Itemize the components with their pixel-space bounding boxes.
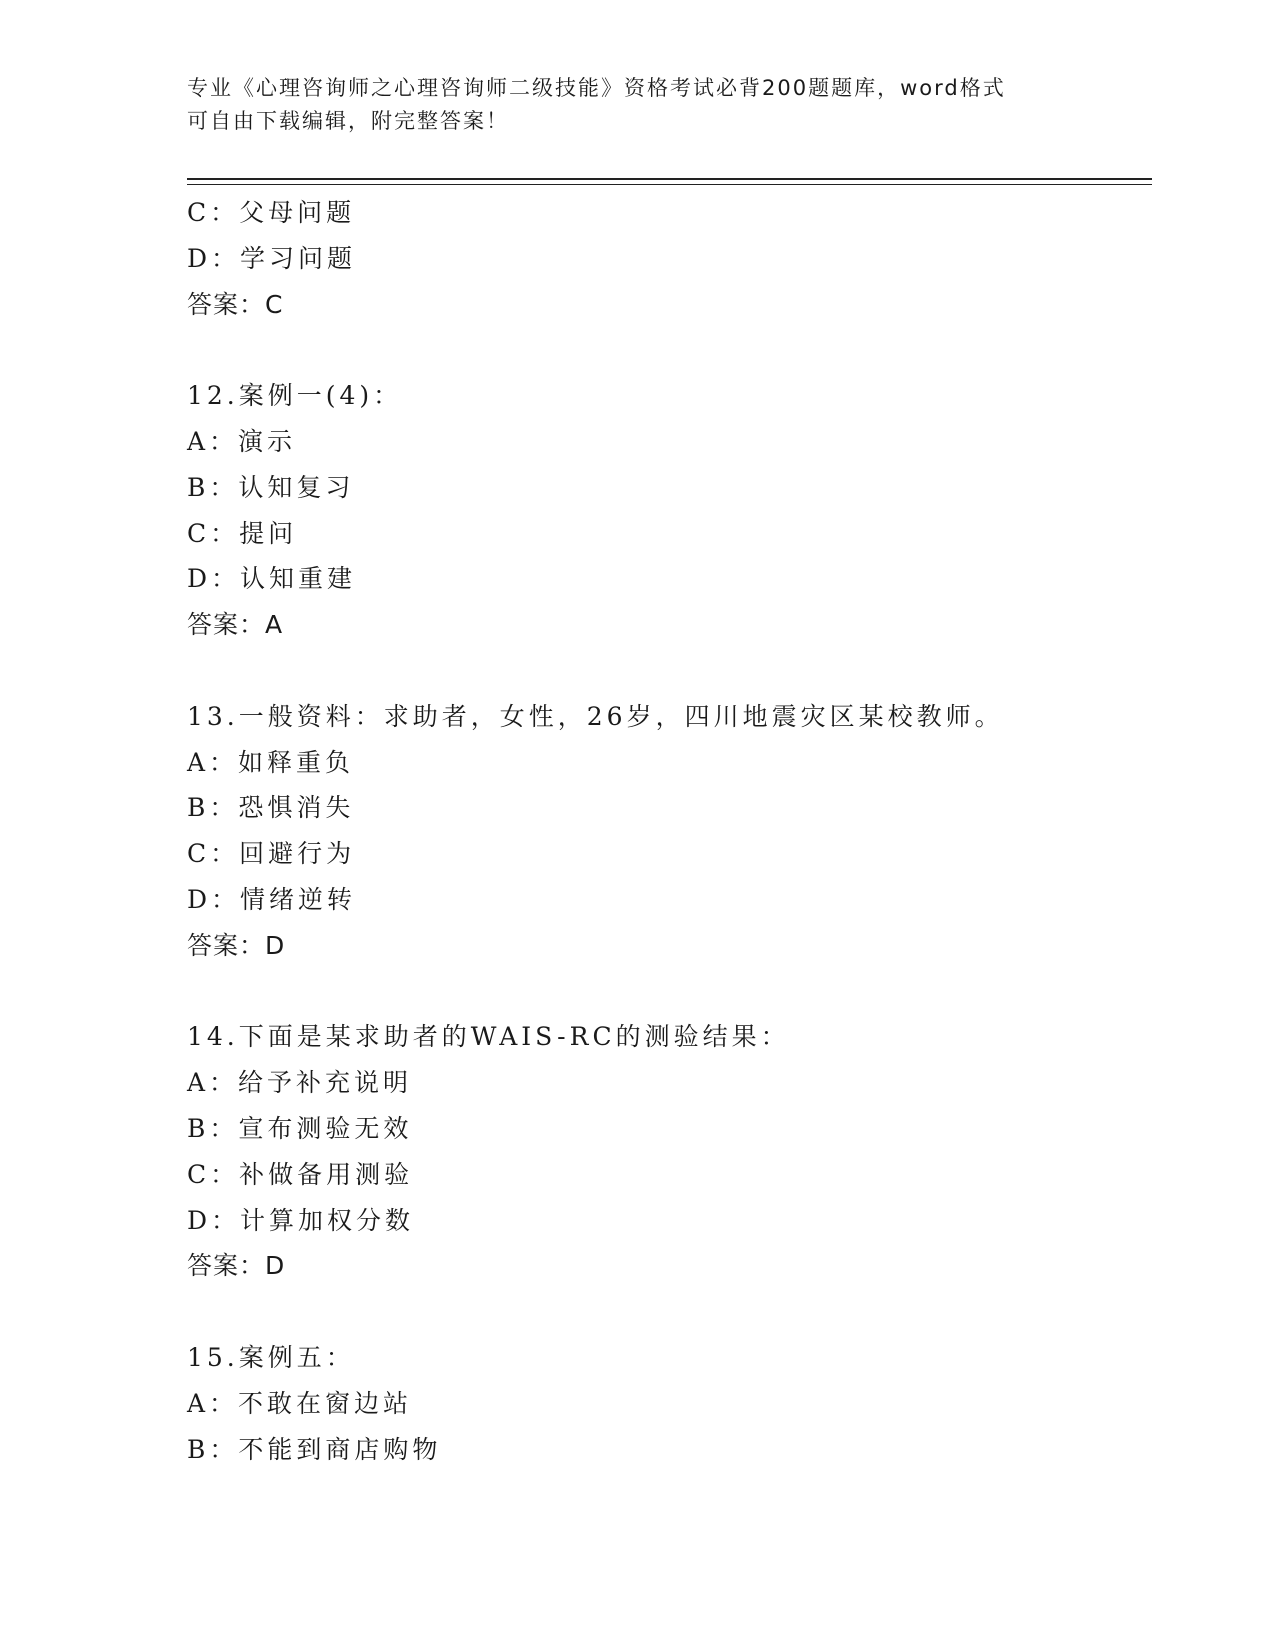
option-c: C：父母问题: [187, 198, 356, 227]
header-rule-thin: [187, 184, 1152, 185]
option-c: C：提问: [187, 518, 298, 548]
option-a: A：给予补充说明: [187, 1068, 413, 1098]
answer-line: 答案：A: [187, 610, 284, 640]
header-line-2: 可自由下载编辑，附完整答案！: [187, 109, 509, 133]
spacer: [187, 969, 1152, 1015]
option-b: B：恐惧消失: [187, 793, 355, 823]
question-stem: 13.一般资料：求助者，女性，26岁，四川地震灾区某校教师。: [187, 701, 1004, 731]
option-a: A：演示: [187, 426, 297, 456]
question-stem: 15.案例五：: [187, 1342, 355, 1372]
question-14: [187, 1014, 1152, 1289]
question-12: [187, 373, 1152, 648]
option-a: A：如释重负: [187, 747, 355, 777]
option-b: B：认知复习: [187, 472, 355, 502]
option-b: B：不能到商店购物: [187, 1434, 442, 1464]
question-content: [187, 190, 1152, 1472]
option-b: B：宣布测验无效: [187, 1113, 413, 1143]
option-a: A：不敢在窗边站: [187, 1388, 413, 1418]
option-d: D：情绪逆转: [187, 884, 357, 914]
answer-line: 答案：D: [187, 930, 286, 960]
question-stem: 12.案例一(4)：: [187, 381, 403, 411]
option-c: C：补做备用测验: [187, 1159, 414, 1189]
spacer: [187, 327, 1152, 373]
page-header: [187, 72, 1087, 138]
previous-question-tail: [187, 190, 1152, 327]
question-stem: 14.下面是某求助者的WAIS-RC的测验结果：: [187, 1022, 790, 1052]
header-line-1: 专业《心理咨询师之心理咨询师二级技能》资格考试必背200题题库，word格式: [187, 76, 1006, 100]
option-d: D：认知重建: [187, 564, 357, 594]
question-15: [187, 1335, 1152, 1472]
answer-line: 答案：C: [187, 289, 284, 319]
answer-line: 答案：D: [187, 1251, 286, 1281]
spacer: [187, 1289, 1152, 1335]
question-13: [187, 694, 1152, 969]
spacer: [187, 648, 1152, 694]
option-d: D：学习问题: [187, 243, 357, 273]
option-c: C：回避行为: [187, 839, 356, 869]
header-rule-thick: [187, 178, 1152, 180]
option-d: D：计算加权分数: [187, 1205, 415, 1235]
